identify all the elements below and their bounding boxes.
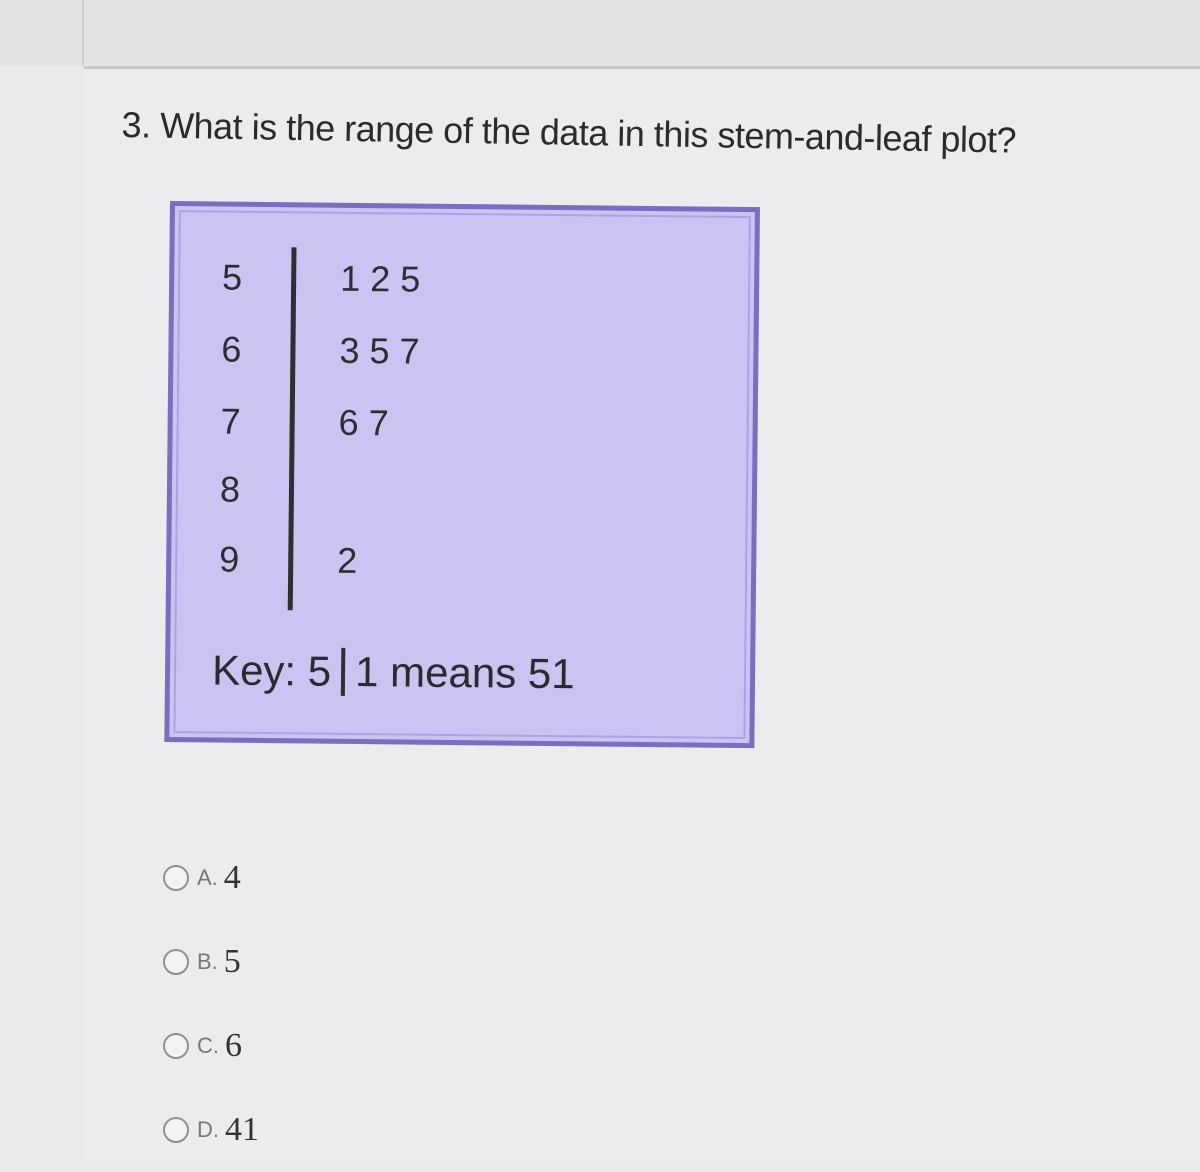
answer-options	[163, 836, 259, 1172]
plot-key	[212, 646, 575, 698]
stem-8: 8	[219, 468, 241, 510]
radio-button-c[interactable]	[163, 1033, 189, 1059]
option-letter: B.	[197, 949, 218, 974]
key-prefix: Key:	[211, 646, 297, 695]
key-divider	[341, 648, 346, 696]
key-stem: 5	[307, 647, 332, 695]
option-value: 6	[225, 1027, 242, 1064]
leaves-5: 1 2 5	[339, 257, 421, 300]
stem-and-leaf-plot	[164, 201, 760, 748]
option-value: 4	[223, 859, 241, 896]
option-letter: D.	[197, 1117, 219, 1142]
stem-5: 5	[221, 256, 243, 298]
radio-button-b[interactable]	[163, 949, 189, 975]
leaves-9: 2	[337, 539, 358, 581]
option-value: 5	[223, 943, 241, 980]
panel-left-edge	[82, 0, 84, 66]
option-letter: A.	[197, 865, 218, 890]
question-text: 3. What is the range of the data in this stem-and-leaf plot?	[121, 104, 1017, 161]
stem-9: 9	[219, 538, 240, 580]
radio-button-a[interactable]	[163, 865, 189, 891]
top-strip	[0, 0, 1200, 66]
option-letter: C.	[197, 1033, 219, 1058]
option-value: 41	[225, 1111, 259, 1148]
option-a[interactable]	[163, 836, 259, 920]
option-d[interactable]	[163, 1088, 259, 1172]
option-b[interactable]	[163, 920, 259, 1004]
key-meaning: 1 means 51	[354, 647, 575, 698]
leaves-7: 6 7	[338, 401, 389, 444]
option-c[interactable]	[163, 1004, 259, 1088]
stem-6: 6	[221, 328, 242, 370]
stem-7: 7	[220, 400, 241, 442]
radio-button-d[interactable]	[163, 1117, 189, 1143]
leaves-6: 3 5 7	[339, 329, 420, 372]
